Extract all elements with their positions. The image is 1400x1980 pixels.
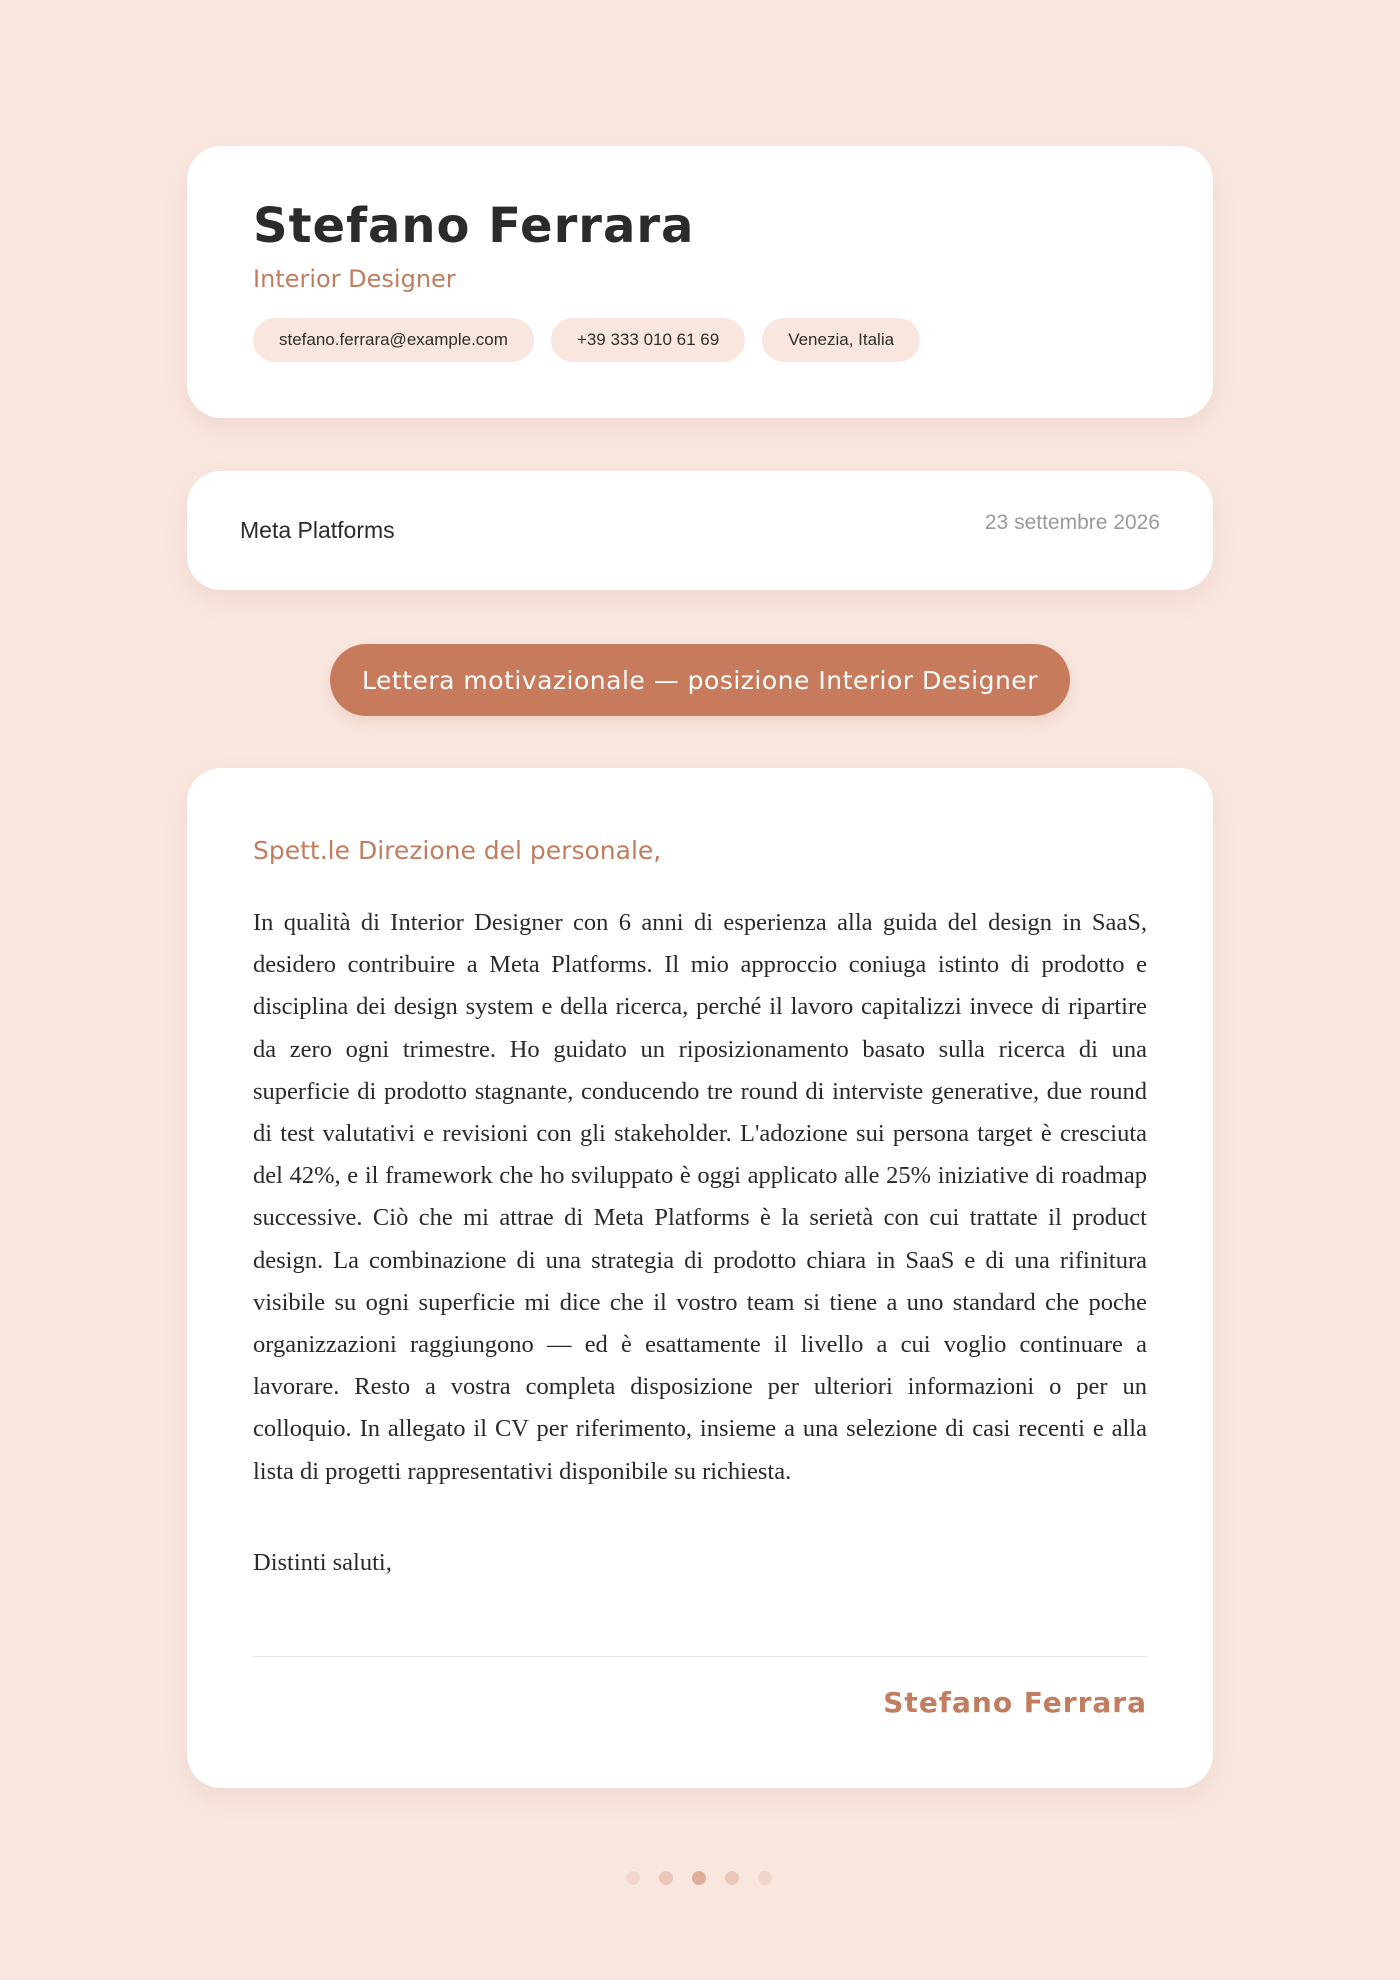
letter-body: In qualità di Interior Designer con 6 anni di esperienza alla guida del design in SaaS, desidero contribuire a Meta Platforms. Il mio approccio coniuga istinto di prodotto e disciplina dei design system e della ricerca, perché il lavoro capitalizzi invece di ripartire da zero ogni trimestre. Ho guidato un riposizionamento basato sulla ricerca di una superficie di prodotto stagnante, conducendo tre round di interviste generative, due round di test valutativi e revisioni con gli stakeholder. L'adozione sui persona target è cresciuta del 42%, e il framework che ho sviluppato è oggi applicato alle 25% iniziative di roadmap successive. Ciò che mi attrae di Meta Platforms è la serietà con cui trattate il product design. La combinazione di una strategia di prodotto chiara in SaaS e di una rifinitura visibile su ogni superficie mi dice che il vostro team si tiene a uno standard che poche organizzazioni raggiungono — ed è esattamente il livello a cui voglio continuare a lavorare. Resto a vostra completa disposizione per ulteriori informazioni o per un colloquio. In allegato il CV per riferimento, insieme a una selezione di casi recenti e alla lista di progetti rappresentativi disponibile su richiesta.: [253, 909, 1147, 1485]
pager-dot[interactable]: [626, 1871, 640, 1885]
signature-divider: [253, 1656, 1147, 1657]
phone-chip[interactable]: +39 333 010 61 69: [551, 318, 745, 362]
pager-dots: [626, 1871, 772, 1885]
pager-dot[interactable]: [758, 1871, 772, 1885]
pager-dot-active[interactable]: [692, 1871, 706, 1885]
letter-card: [187, 768, 1213, 1788]
pager-dot[interactable]: [725, 1871, 739, 1885]
pager-dot[interactable]: [659, 1871, 673, 1885]
candidate-role: Interior Designer: [253, 264, 456, 293]
company-name: Meta Platforms: [240, 517, 395, 543]
signature: Stefano Ferrara: [883, 1686, 1147, 1719]
contact-chips: [253, 318, 1147, 362]
header-card: [187, 146, 1213, 418]
salutation: Spett.le Direzione del personale,: [253, 836, 662, 865]
email-chip[interactable]: stefano.ferrara@example.com: [253, 318, 534, 362]
recipient-card: [187, 471, 1213, 590]
location-chip: Venezia, Italia: [762, 318, 920, 362]
closing: Distinti saluti,: [253, 1548, 392, 1576]
letter-date: 23 settembre 2026: [984, 511, 1160, 534]
subject-pill: Lettera motivazionale — posizione Interior Designer: [330, 644, 1070, 716]
candidate-name: Stefano Ferrara: [253, 198, 695, 254]
